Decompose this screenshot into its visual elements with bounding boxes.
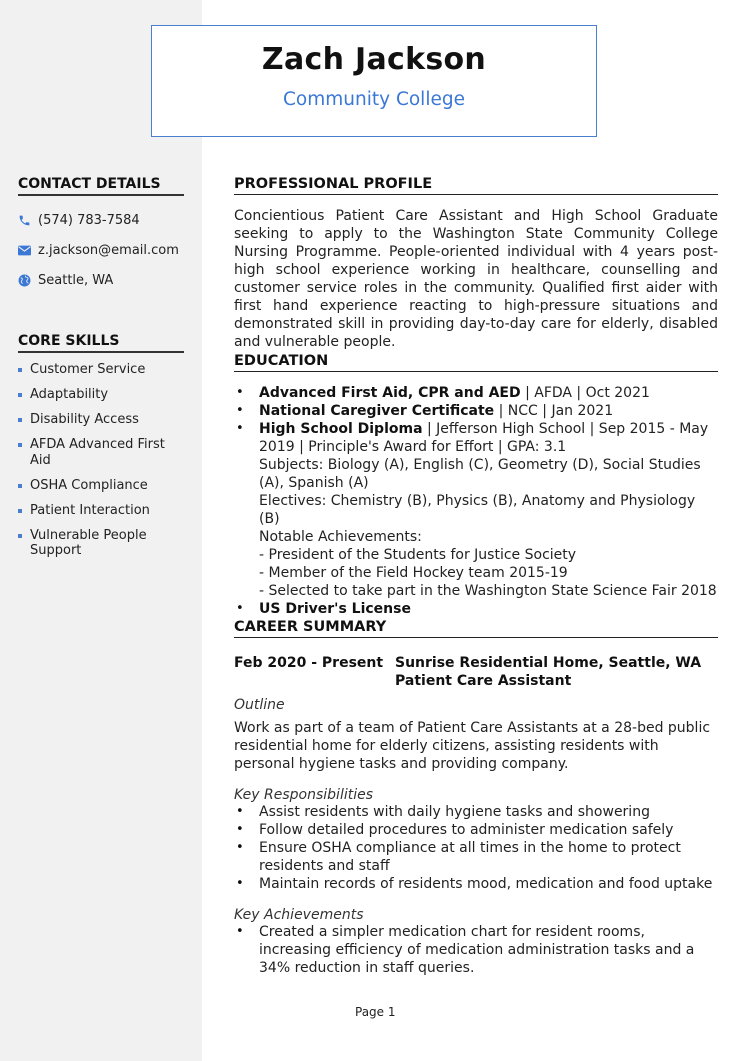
job-header [234, 654, 718, 690]
education-item-details: | AFDA | Oct 2021 [520, 385, 650, 401]
skill-item: Customer Service [18, 362, 184, 378]
hs-detail: - Selected to take part in the Washington State Science Fair 2018 [259, 583, 717, 599]
education-item-details: | Jefferson High School | Sep 2015 - May 2019 | Principle's Award for Effort | GPA: 3.1 [259, 421, 709, 455]
skill-item: AFDA Advanced First Aid [18, 437, 184, 468]
contact-title: CONTACT DETAILS [18, 176, 184, 196]
skill-item: OSHA Compliance [18, 478, 184, 494]
education-item-name: US Driver's License [259, 601, 411, 617]
phone-text: (574) 783-7584 [38, 212, 140, 228]
education-section [234, 353, 718, 618]
skill-item: Patient Interaction [18, 503, 184, 519]
achievements-label: Key Achievements [234, 907, 364, 923]
core-skills-section [18, 333, 184, 568]
profile-title: PROFESSIONAL PROFILE [234, 176, 718, 195]
education-item [234, 420, 718, 600]
job-dates: Feb 2020 - Present [234, 655, 384, 671]
hs-detail: Electives: Chemistry (B), Physics (B), Anatomy and Physiology (B) [259, 493, 696, 527]
education-item [234, 384, 718, 402]
core-skills-title: CORE SKILLS [18, 333, 184, 353]
skill-item: Adaptability [18, 387, 184, 403]
skill-item: Vulnerable People Support [18, 528, 184, 559]
page-number: Page 1 [355, 1005, 396, 1019]
envelope-icon [18, 245, 31, 256]
responsibility-item: • Follow detailed procedures to administer medication safely [234, 821, 718, 839]
skills-list [18, 362, 184, 559]
contact-email[interactable] [18, 242, 184, 258]
career-section [234, 619, 718, 977]
profile-section [234, 176, 718, 351]
target-program: Community College [283, 89, 465, 110]
achievements-list [234, 923, 718, 977]
education-item-name: National Caregiver Certificate [259, 403, 495, 419]
education-item [234, 402, 718, 420]
education-item [234, 600, 718, 618]
responsibilities-list [234, 803, 718, 893]
location-text: Seattle, WA [38, 272, 114, 288]
responsibilities-label: Key Responsibilities [234, 787, 374, 803]
contact-section [18, 176, 184, 288]
hs-detail: - Member of the Field Hockey team 2015-19 [259, 565, 568, 581]
job-role: Patient Care Assistant [395, 673, 572, 689]
education-title: EDUCATION [234, 353, 718, 372]
outline-label: Outline [234, 697, 285, 713]
hs-detail: Subjects: Biology (A), English (C), Geometry (D), Social Studies (A), Spanish (A) [259, 457, 701, 491]
responsibility-item: • Assist residents with daily hygiene tasks and showering [234, 803, 718, 821]
resume-header [151, 25, 597, 137]
job-employer: Sunrise Residential Home, Seattle, WA [395, 655, 702, 671]
candidate-name: Zach Jackson [261, 42, 487, 77]
globe-icon [18, 274, 31, 287]
education-item-name: High School Diploma [259, 421, 423, 437]
hs-detail: - President of the Students for Justice Society [259, 547, 577, 563]
skill-item: Disability Access [18, 412, 184, 428]
education-item-name: Advanced First Aid, CPR and AED [259, 385, 521, 401]
achievement-item: • Created a simpler medication chart for resident rooms, increasing efficiency of medication administration tasks and a 34% reduction in staff queries. [234, 923, 718, 977]
education-item-details: | NCC | Jan 2021 [494, 403, 614, 419]
responsibility-item: • Maintain records of residents mood, medication and food uptake [234, 875, 718, 893]
career-title: CAREER SUMMARY [234, 619, 718, 638]
profile-text: Concientious Patient Care Assistant and High School Graduate seeking to apply to the Washington State Community College Nursing Programme. People-oriented individual with 4 years post-high school experience working in healthcare, counselling and customer service roles in the community. Qualified first aider with first hand experience reacting to high-pressure situations and demonstrated skill in providing day-to-day care for elderly, disabled and vulnerable people. [234, 208, 718, 350]
outline-text: Work as part of a team of Patient Care Assistants at a 28-bed public residential home for elderly citizens, assisting residents with personal hygiene tasks and providing company. [234, 720, 711, 772]
contact-phone[interactable] [18, 212, 184, 228]
phone-icon [18, 214, 31, 227]
hs-detail: Notable Achievements: [259, 529, 422, 545]
education-list [234, 384, 718, 618]
responsibility-item: • Ensure OSHA compliance at all times in the home to protect residents and staff [234, 839, 718, 875]
email-text: z.jackson@email.com [38, 242, 179, 258]
contact-location [18, 272, 184, 288]
